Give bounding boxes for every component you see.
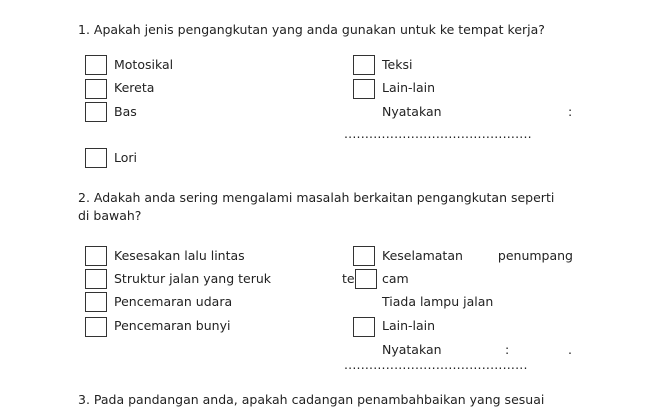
checkbox-lain-lain-q2[interactable] [353,317,375,337]
specify-dot-q2: . [568,342,572,357]
option-kereta: Kereta [114,80,155,95]
option-row2-prefix: te [342,271,355,286]
option-motosikal: Motosikal [114,57,174,72]
option-keselamatan-word1: Keselamatan [382,248,463,263]
option-keselamatan-penumpang [382,248,573,263]
specify-label-q1: Nyatakan [382,104,442,119]
checkbox-keselamatan[interactable] [353,246,375,266]
option-struktur-jalan: Struktur jalan yang teruk [114,271,272,286]
question-1: 1. Apakah jenis pengangkutan yang anda gunakan untuk ke tempat kerja? [78,22,545,37]
checkbox-motosikal[interactable] [85,55,107,75]
option-lain-lain-q2: Lain-lain [382,318,436,333]
option-bas: Bas [114,104,137,119]
option-kesesakan: Kesesakan lalu lintas [114,248,245,263]
option-tiada-lampu-jalan: Tiada lampu jalan [382,294,494,309]
specify-colon-q1: : [568,104,573,119]
checkbox-kereta[interactable] [85,79,107,99]
checkbox-kesesakan[interactable] [85,246,107,266]
specify-field-q2[interactable]: ............................................ [344,357,528,372]
checkbox-row2[interactable] [355,269,377,289]
option-pencemaran-udara: Pencemaran udara [114,294,233,309]
checkbox-pencemaran-bunyi[interactable] [85,317,107,337]
option-lori: Lori [114,150,138,165]
question-2-line-1: 2. Adakah anda sering mengalami masalah berkaitan pengangkutan seperti [78,190,555,205]
option-lain-lain-q1: Lain-lain [382,80,436,95]
checkbox-bas[interactable] [85,102,107,122]
checkbox-pencemaran-udara[interactable] [85,292,107,312]
specify-label-q2: Nyatakan [382,342,442,357]
checkbox-teksi[interactable] [353,55,375,75]
option-pencemaran-bunyi: Pencemaran bunyi [114,318,231,333]
option-teksi: Teksi [382,57,413,72]
checkbox-struktur-jalan[interactable] [85,269,107,289]
option-keselamatan-word2: penumpang [497,248,573,263]
question-2-line-2: di bawah? [78,208,142,223]
specify-field-q1[interactable]: ............................................. [344,126,532,141]
checkbox-lori[interactable] [85,148,107,168]
specify-colon-q2: : [505,342,510,357]
checkbox-lain-lain-q1[interactable] [353,79,375,99]
question-3-partial: 3. Pada pandangan anda, apakah cadangan penambahbaikan yang sesuai [78,392,545,407]
option-row2-suffix: cam [382,271,409,286]
